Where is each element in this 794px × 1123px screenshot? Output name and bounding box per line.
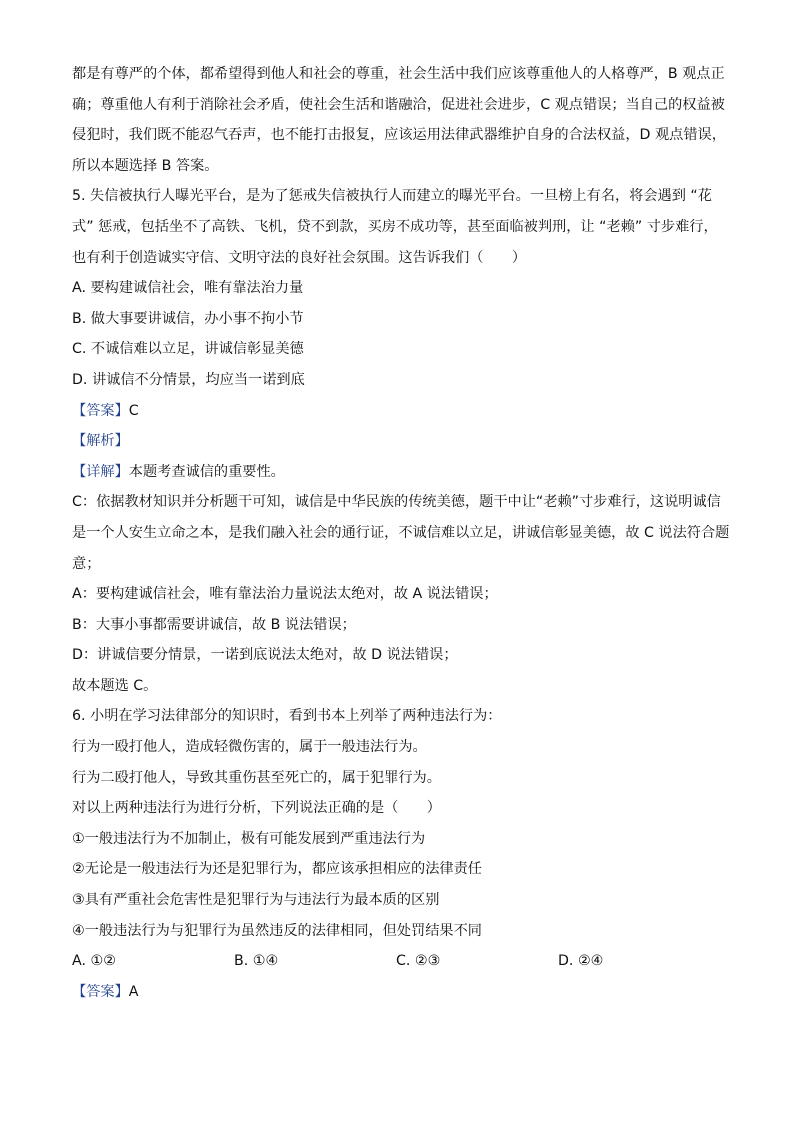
previous-analysis: [72, 59, 728, 181]
statement-3: ③具有严重社会危害性是犯罪行为与违法行为最本质的区别: [72, 892, 440, 909]
text-line: 都是有尊严的个体，都希望得到他人和社会的尊重，社会生活中我们应该尊重他人的人格尊严，B 观点正: [72, 66, 725, 82]
option-b: B. 做大事要讲诚信，办小事不拘小节: [72, 310, 304, 327]
answer-tag: 【答案】: [72, 983, 129, 1000]
answer-value: C: [128, 402, 139, 419]
text-line: 侵犯时，我们既不能忍气吞声，也不能打击报复，应该运用法律武器维护自身的合法权益，D 观点错误，: [72, 127, 726, 144]
answer-tag: 【答案】: [72, 402, 129, 419]
question-stem-line: 对以上两种违法行为进行分析，下列说法正确的是（ ）: [72, 800, 441, 817]
question-stem-line: 6. 小明在学习法律部分的知识时，看到书本上列举了两种违法行为：: [72, 708, 502, 725]
analysis-tag: 【解析】: [72, 433, 129, 450]
explanation-line: 意；: [72, 555, 101, 572]
question-stem-line: 行为二殴打他人，导致其重伤甚至死亡的，属于犯罪行为。: [72, 769, 441, 786]
options-row: [72, 946, 728, 977]
answer-value: A: [128, 983, 139, 1000]
analysis-line: [72, 426, 728, 457]
question-6: [72, 701, 728, 1007]
explanation-line: C：依据教材知识并分析题干可知，诚信是中华民族的传统美德，题干中让“老赖”寸步难行，这说明诚信: [72, 494, 721, 511]
question-stem-line: 5. 失信被执行人曝光平台，是为了惩戒失信被执行人而建立的曝光平台。一旦榜上有名，将会遇到 “花: [72, 188, 712, 205]
option-d: D. 讲诚信不分情景，均应当一诺到底: [72, 371, 305, 388]
statement-1: ①一般违法行为不加制止，极有可能发展到严重违法行为: [72, 830, 426, 847]
answer-line: [72, 396, 728, 427]
document-page: [72, 59, 728, 1007]
explanation-line: 是一个人安生立命之本，是我们融入社会的通行证，不诚信难以立足，讲诚信彰显美德，故 C 说法符合题: [72, 524, 730, 541]
option-c: C. ②③: [396, 953, 441, 970]
explanation-line: A：要构建诚信社会，唯有靠法治力量说法太绝对，故 A 说法错误；: [72, 586, 498, 603]
statement-2: ②无论是一般违法行为还是犯罪行为，都应该承担相应的法律责任: [72, 861, 482, 878]
detail-tag: 【详解】: [72, 463, 129, 480]
text-line: 所以本题选择 B 答案。: [72, 157, 219, 174]
option-a: A. ①②: [72, 953, 116, 970]
explanation-line: 故本题选 C。: [72, 677, 158, 694]
question-stem-line: 也有利于创造诚实守信、文明守法的良好社会氛围。这告诉我们（ ）: [72, 249, 527, 266]
question-stem-line: 式” 惩戒，包括坐不了高铁、飞机，贷不到款，买房不成功等，甚至面临被判刑，让 “老赖” 寸步难行，: [72, 218, 718, 235]
text-line: 确；尊重他人有利于消除社会矛盾，使社会生活和谐融洽，促进社会进步，C 观点错误；当自己的权益被: [72, 96, 725, 113]
option-c: C. 不诚信难以立足，讲诚信彰显美德: [72, 341, 304, 358]
detail-text: 本题考查诚信的重要性。: [128, 463, 285, 480]
explanation-line: D：讲诚信要分情景，一诺到底说法太绝对，故 D 说法错误；: [72, 647, 458, 664]
option-b: B. ①④: [234, 953, 279, 970]
option-a: A. 要构建诚信社会，唯有靠法治力量: [72, 280, 304, 297]
statement-4: ④一般违法行为与犯罪行为虽然违反的法律相同，但处罚结果不同: [72, 922, 482, 939]
answer-line: [72, 977, 728, 1008]
question-stem-line: 行为一殴打他人，造成轻微伤害的，属于一般违法行为。: [72, 739, 427, 756]
explanation-line: B：大事小事都需要讲诚信，故 B 说法错误；: [72, 616, 356, 633]
question-5: [72, 181, 728, 701]
option-d: D. ②④: [558, 953, 604, 970]
detail-line: [72, 457, 728, 488]
